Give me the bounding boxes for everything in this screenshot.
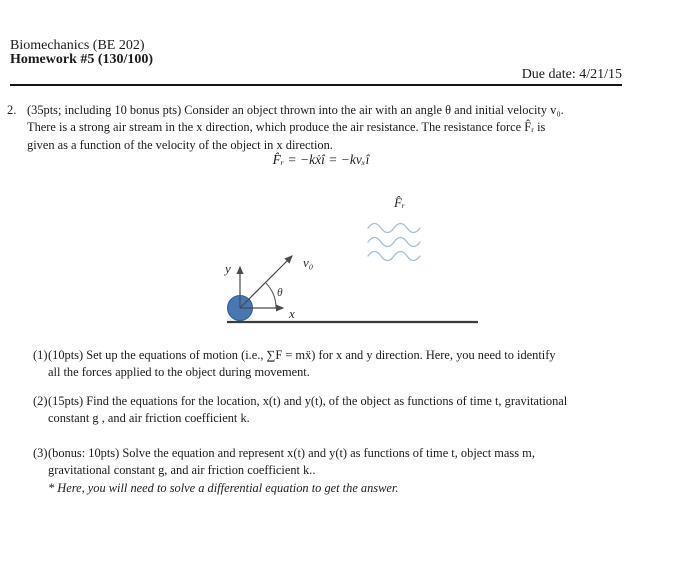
resistance-force-equation: F̂ᵣ = −kẋî = −kvₓî <box>272 152 370 167</box>
angle-theta-label: θ <box>277 287 283 299</box>
question-1-line-2: all the forces applied to the object during movement. <box>48 365 310 380</box>
problem-line-2: There is a strong air stream in the x direction, which produce the air resistance. The resistance force F̂ᵣ is <box>27 120 546 135</box>
initial-velocity-label: v₀ <box>303 255 314 270</box>
angle-arc <box>266 283 276 308</box>
air-stream-wave-icon <box>368 238 420 247</box>
air-resistance-force-label: F̂ᵣ <box>394 195 406 210</box>
header-rule <box>10 84 622 86</box>
question-3-line-2: gravitational constant g, and air friction coefficient k.. <box>48 463 316 478</box>
problem-statement <box>27 102 564 154</box>
problem-line-1: (35pts; including 10 bonus pts) Consider an object thrown into the air with an angle θ and initial velocity v₀. <box>27 103 564 117</box>
question-3-number: (3) <box>33 446 48 460</box>
question-1-line-1: (10pts) Set up the equations of motion (i.e., ∑F = mẍ) for x and y direction. Here, you need to identify <box>48 348 556 362</box>
question-2-line-1: (15pts) Find the equations for the location, x(t) and y(t), of the object as functions of time t, gravitational <box>48 394 568 408</box>
air-stream-wave-icon <box>368 252 420 261</box>
course-title: Biomechanics (BE 202) <box>10 38 145 53</box>
problem-number: 2. <box>7 103 17 117</box>
air-stream-wave-icon <box>368 224 420 233</box>
question-1-text <box>48 347 556 382</box>
question-3-note: * Here, you will need to solve a differential equation to get the answer. <box>48 480 399 495</box>
question-2-number: (2) <box>33 394 48 408</box>
question-1-number: (1) <box>33 348 48 362</box>
question-2-text <box>48 393 567 428</box>
question-3-line-1: (bonus: 10pts) Solve the equation and represent x(t) and y(t) as functions of time t, object mass m, <box>48 446 535 460</box>
due-date: Due date: 4/21/15 <box>521 67 622 82</box>
problem-line-3: given as a function of the velocity of the object in x direction. <box>27 137 333 152</box>
question-2-line-2: constant g , and air friction coefficient k. <box>48 411 250 426</box>
projectile-diagram <box>180 185 500 335</box>
homework-title: Homework #5 (130/100) <box>10 52 154 67</box>
x-axis-label: x <box>289 306 295 321</box>
initial-velocity-arrow <box>240 256 292 308</box>
question-3-text <box>48 445 535 497</box>
y-axis-label: y <box>225 261 231 276</box>
